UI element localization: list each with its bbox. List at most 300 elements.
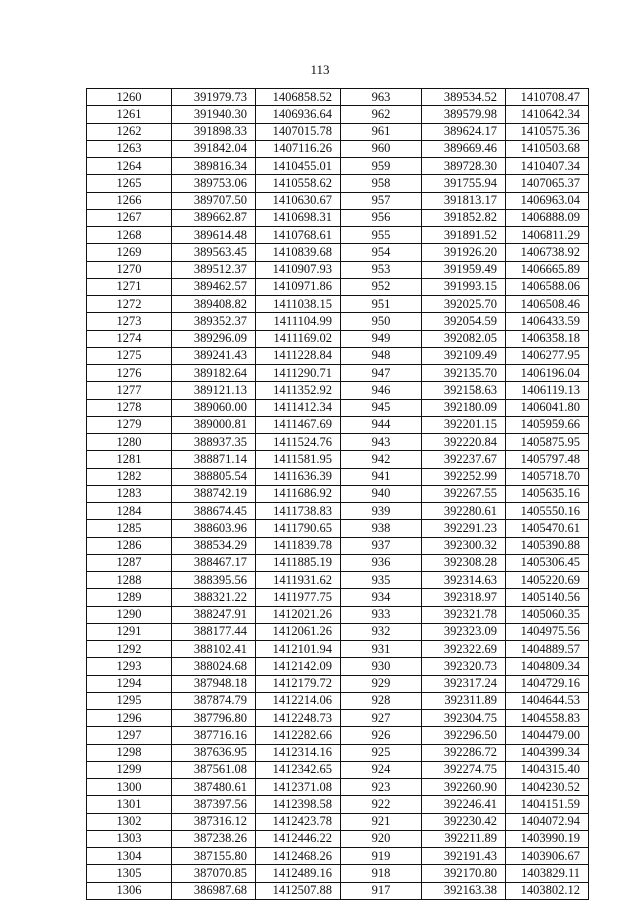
table-row	[87, 209, 589, 226]
y-coord-left-cell: 1412179.72	[256, 675, 341, 692]
x-coord-right-cell: 392321.78	[422, 606, 506, 623]
point-id-right-cell: 924	[341, 761, 422, 778]
y-coord-left-cell: 1411412.34	[256, 399, 341, 416]
x-coord-left-cell: 386987.68	[172, 882, 256, 899]
x-coord-right-cell: 392230.42	[422, 813, 506, 830]
point-id-right-cell: 957	[341, 192, 422, 209]
point-id-left-cell: 1280	[87, 434, 172, 451]
x-coord-left-cell: 391979.73	[172, 89, 256, 106]
x-coord-left-cell: 389060.00	[172, 399, 256, 416]
y-coord-left-cell: 1411885.19	[256, 554, 341, 571]
table-row	[87, 330, 589, 347]
x-coord-left-cell: 389182.64	[172, 365, 256, 382]
point-id-left-cell: 1294	[87, 675, 172, 692]
x-coord-left-cell: 387716.16	[172, 727, 256, 744]
x-coord-right-cell: 389534.52	[422, 89, 506, 106]
point-id-left-cell: 1263	[87, 140, 172, 157]
y-coord-right-cell: 1405959.66	[506, 416, 589, 433]
table-row	[87, 882, 589, 899]
y-coord-left-cell: 1411169.02	[256, 330, 341, 347]
point-id-left-cell: 1285	[87, 520, 172, 537]
x-coord-left-cell: 387480.61	[172, 779, 256, 796]
table-row	[87, 278, 589, 295]
point-id-left-cell: 1286	[87, 537, 172, 554]
point-id-right-cell: 953	[341, 261, 422, 278]
point-id-right-cell: 932	[341, 623, 422, 640]
point-id-left-cell: 1261	[87, 106, 172, 123]
table-row	[87, 296, 589, 313]
point-id-left-cell: 1297	[87, 727, 172, 744]
y-coord-left-cell: 1406858.52	[256, 89, 341, 106]
point-id-left-cell: 1274	[87, 330, 172, 347]
x-coord-right-cell: 392317.24	[422, 675, 506, 692]
table-row	[87, 382, 589, 399]
point-id-left-cell: 1272	[87, 296, 172, 313]
y-coord-right-cell: 1405550.16	[506, 503, 589, 520]
y-coord-left-cell: 1411839.78	[256, 537, 341, 554]
y-coord-right-cell: 1406041.80	[506, 399, 589, 416]
x-coord-right-cell: 392252.99	[422, 468, 506, 485]
point-id-right-cell: 938	[341, 520, 422, 537]
y-coord-left-cell: 1411038.15	[256, 296, 341, 313]
y-coord-right-cell: 1404975.56	[506, 623, 589, 640]
y-coord-right-cell: 1404644.53	[506, 692, 589, 709]
table-row	[87, 761, 589, 778]
y-coord-right-cell: 1406196.04	[506, 365, 589, 382]
point-id-left-cell: 1271	[87, 278, 172, 295]
y-coord-right-cell: 1406358.18	[506, 330, 589, 347]
point-id-left-cell: 1302	[87, 813, 172, 830]
x-coord-left-cell: 387636.95	[172, 744, 256, 761]
table-row	[87, 813, 589, 830]
x-coord-left-cell: 387316.12	[172, 813, 256, 830]
point-id-left-cell: 1275	[87, 347, 172, 364]
x-coord-right-cell: 392291.23	[422, 520, 506, 537]
table-row	[87, 399, 589, 416]
x-coord-right-cell: 392211.89	[422, 830, 506, 847]
x-coord-left-cell: 389408.82	[172, 296, 256, 313]
point-id-right-cell: 936	[341, 554, 422, 571]
x-coord-left-cell: 388603.96	[172, 520, 256, 537]
point-id-left-cell: 1262	[87, 123, 172, 140]
point-id-left-cell: 1304	[87, 848, 172, 865]
x-coord-left-cell: 389000.81	[172, 416, 256, 433]
table-row	[87, 537, 589, 554]
y-coord-right-cell: 1405306.45	[506, 554, 589, 571]
y-coord-left-cell: 1412142.09	[256, 658, 341, 675]
point-id-right-cell: 917	[341, 882, 422, 899]
point-id-right-cell: 945	[341, 399, 422, 416]
x-coord-right-cell: 392237.67	[422, 451, 506, 468]
x-coord-right-cell: 392300.32	[422, 537, 506, 554]
table-row	[87, 347, 589, 364]
table-row	[87, 261, 589, 278]
x-coord-left-cell: 387155.80	[172, 848, 256, 865]
table-row	[87, 140, 589, 157]
x-coord-left-cell: 388321.22	[172, 589, 256, 606]
table-row	[87, 192, 589, 209]
coordinates-table	[86, 88, 589, 900]
point-id-right-cell: 951	[341, 296, 422, 313]
y-coord-right-cell: 1403802.12	[506, 882, 589, 899]
table-row	[87, 589, 589, 606]
point-id-left-cell: 1266	[87, 192, 172, 209]
y-coord-right-cell: 1410575.36	[506, 123, 589, 140]
point-id-right-cell: 948	[341, 347, 422, 364]
y-coord-left-cell: 1412423.78	[256, 813, 341, 830]
table-row	[87, 244, 589, 261]
point-id-right-cell: 918	[341, 865, 422, 882]
x-coord-right-cell: 392322.69	[422, 641, 506, 658]
y-coord-right-cell: 1407065.37	[506, 175, 589, 192]
table-row	[87, 416, 589, 433]
x-coord-left-cell: 388937.35	[172, 434, 256, 451]
table-row	[87, 451, 589, 468]
x-coord-right-cell: 392220.84	[422, 434, 506, 451]
x-coord-right-cell: 389624.17	[422, 123, 506, 140]
x-coord-left-cell: 388805.54	[172, 468, 256, 485]
point-id-right-cell: 928	[341, 692, 422, 709]
point-id-left-cell: 1279	[87, 416, 172, 433]
point-id-left-cell: 1265	[87, 175, 172, 192]
point-id-right-cell: 955	[341, 227, 422, 244]
point-id-left-cell: 1267	[87, 209, 172, 226]
x-coord-left-cell: 388177.44	[172, 623, 256, 640]
x-coord-left-cell: 388871.14	[172, 451, 256, 468]
table-row	[87, 623, 589, 640]
table-row	[87, 692, 589, 709]
y-coord-left-cell: 1412398.58	[256, 796, 341, 813]
table-row	[87, 158, 589, 175]
point-id-left-cell: 1300	[87, 779, 172, 796]
y-coord-left-cell: 1410630.67	[256, 192, 341, 209]
point-id-left-cell: 1278	[87, 399, 172, 416]
x-coord-right-cell: 392267.55	[422, 485, 506, 502]
y-coord-right-cell: 1405140.56	[506, 589, 589, 606]
table-row	[87, 365, 589, 382]
y-coord-left-cell: 1412446.22	[256, 830, 341, 847]
point-id-right-cell: 921	[341, 813, 422, 830]
y-coord-left-cell: 1412282.66	[256, 727, 341, 744]
point-id-left-cell: 1281	[87, 451, 172, 468]
x-coord-right-cell: 389669.46	[422, 140, 506, 157]
y-coord-left-cell: 1412061.26	[256, 623, 341, 640]
table-row	[87, 830, 589, 847]
y-coord-right-cell: 1406508.46	[506, 296, 589, 313]
y-coord-left-cell: 1410768.61	[256, 227, 341, 244]
x-coord-right-cell: 391852.82	[422, 209, 506, 226]
y-coord-right-cell: 1405390.88	[506, 537, 589, 554]
x-coord-right-cell: 392163.38	[422, 882, 506, 899]
x-coord-left-cell: 387561.08	[172, 761, 256, 778]
x-coord-right-cell: 392314.63	[422, 572, 506, 589]
x-coord-right-cell: 391891.52	[422, 227, 506, 244]
table-row	[87, 641, 589, 658]
y-coord-right-cell: 1404072.94	[506, 813, 589, 830]
x-coord-left-cell: 388674.45	[172, 503, 256, 520]
y-coord-right-cell: 1406811.29	[506, 227, 589, 244]
point-id-left-cell: 1305	[87, 865, 172, 882]
y-coord-right-cell: 1404230.52	[506, 779, 589, 796]
x-coord-right-cell: 392170.80	[422, 865, 506, 882]
y-coord-left-cell: 1411790.65	[256, 520, 341, 537]
y-coord-right-cell: 1403990.19	[506, 830, 589, 847]
y-coord-right-cell: 1404399.34	[506, 744, 589, 761]
y-coord-right-cell: 1404558.83	[506, 710, 589, 727]
y-coord-left-cell: 1412371.08	[256, 779, 341, 796]
x-coord-right-cell: 392191.43	[422, 848, 506, 865]
x-coord-right-cell: 389728.30	[422, 158, 506, 175]
point-id-right-cell: 959	[341, 158, 422, 175]
table-row	[87, 744, 589, 761]
point-id-right-cell: 963	[341, 89, 422, 106]
y-coord-left-cell: 1412248.73	[256, 710, 341, 727]
table-row	[87, 727, 589, 744]
y-coord-right-cell: 1405797.48	[506, 451, 589, 468]
point-id-right-cell: 935	[341, 572, 422, 589]
y-coord-right-cell: 1410407.34	[506, 158, 589, 175]
point-id-right-cell: 931	[341, 641, 422, 658]
point-id-left-cell: 1295	[87, 692, 172, 709]
y-coord-right-cell: 1404809.34	[506, 658, 589, 675]
point-id-left-cell: 1287	[87, 554, 172, 571]
point-id-right-cell: 950	[341, 313, 422, 330]
x-coord-left-cell: 389462.57	[172, 278, 256, 295]
point-id-right-cell: 934	[341, 589, 422, 606]
y-coord-right-cell: 1410708.47	[506, 89, 589, 106]
y-coord-left-cell: 1412507.88	[256, 882, 341, 899]
x-coord-right-cell: 392109.49	[422, 347, 506, 364]
y-coord-left-cell: 1412489.16	[256, 865, 341, 882]
y-coord-right-cell: 1410642.34	[506, 106, 589, 123]
y-coord-left-cell: 1411228.84	[256, 347, 341, 364]
point-id-left-cell: 1298	[87, 744, 172, 761]
table-row	[87, 865, 589, 882]
y-coord-right-cell: 1405470.61	[506, 520, 589, 537]
y-coord-right-cell: 1404889.57	[506, 641, 589, 658]
point-id-right-cell: 919	[341, 848, 422, 865]
y-coord-left-cell: 1411581.95	[256, 451, 341, 468]
point-id-left-cell: 1269	[87, 244, 172, 261]
x-coord-left-cell: 389563.45	[172, 244, 256, 261]
point-id-left-cell: 1292	[87, 641, 172, 658]
point-id-right-cell: 920	[341, 830, 422, 847]
table-row	[87, 434, 589, 451]
x-coord-right-cell: 391813.17	[422, 192, 506, 209]
table-row	[87, 468, 589, 485]
x-coord-left-cell: 388395.56	[172, 572, 256, 589]
point-id-left-cell: 1288	[87, 572, 172, 589]
table-row	[87, 606, 589, 623]
x-coord-left-cell: 389512.37	[172, 261, 256, 278]
y-coord-right-cell: 1406277.95	[506, 347, 589, 364]
y-coord-right-cell: 1406963.04	[506, 192, 589, 209]
y-coord-right-cell: 1405875.95	[506, 434, 589, 451]
y-coord-right-cell: 1406433.59	[506, 313, 589, 330]
x-coord-left-cell: 389662.87	[172, 209, 256, 226]
y-coord-left-cell: 1407116.26	[256, 140, 341, 157]
table-row	[87, 313, 589, 330]
y-coord-right-cell: 1403829.11	[506, 865, 589, 882]
x-coord-left-cell: 387948.18	[172, 675, 256, 692]
x-coord-right-cell: 392180.09	[422, 399, 506, 416]
point-id-right-cell: 954	[341, 244, 422, 261]
y-coord-left-cell: 1411104.99	[256, 313, 341, 330]
x-coord-right-cell: 392323.09	[422, 623, 506, 640]
y-coord-left-cell: 1411931.62	[256, 572, 341, 589]
point-id-right-cell: 937	[341, 537, 422, 554]
x-coord-left-cell: 391842.04	[172, 140, 256, 157]
y-coord-left-cell: 1412468.26	[256, 848, 341, 865]
y-coord-left-cell: 1411467.69	[256, 416, 341, 433]
point-id-left-cell: 1299	[87, 761, 172, 778]
x-coord-right-cell: 392320.73	[422, 658, 506, 675]
x-coord-left-cell: 388742.19	[172, 485, 256, 502]
x-coord-right-cell: 391959.49	[422, 261, 506, 278]
x-coord-left-cell: 389707.50	[172, 192, 256, 209]
y-coord-left-cell: 1412101.94	[256, 641, 341, 658]
x-coord-left-cell: 389352.37	[172, 313, 256, 330]
x-coord-left-cell: 388467.17	[172, 554, 256, 571]
x-coord-right-cell: 392054.59	[422, 313, 506, 330]
y-coord-right-cell: 1405718.70	[506, 468, 589, 485]
table-row	[87, 675, 589, 692]
y-coord-right-cell: 1404151.59	[506, 796, 589, 813]
y-coord-left-cell: 1407015.78	[256, 123, 341, 140]
x-coord-right-cell: 392304.75	[422, 710, 506, 727]
x-coord-right-cell: 392082.05	[422, 330, 506, 347]
y-coord-right-cell: 1404729.16	[506, 675, 589, 692]
point-id-right-cell: 946	[341, 382, 422, 399]
y-coord-right-cell: 1405060.35	[506, 606, 589, 623]
y-coord-right-cell: 1404479.00	[506, 727, 589, 744]
y-coord-right-cell: 1405635.16	[506, 485, 589, 502]
point-id-right-cell: 956	[341, 209, 422, 226]
y-coord-right-cell: 1410503.68	[506, 140, 589, 157]
x-coord-right-cell: 392311.89	[422, 692, 506, 709]
x-coord-right-cell: 392260.90	[422, 779, 506, 796]
point-id-right-cell: 927	[341, 710, 422, 727]
table-row	[87, 520, 589, 537]
point-id-left-cell: 1301	[87, 796, 172, 813]
table-row	[87, 779, 589, 796]
y-coord-right-cell: 1404315.40	[506, 761, 589, 778]
table-row	[87, 658, 589, 675]
x-coord-left-cell: 387874.79	[172, 692, 256, 709]
x-coord-right-cell: 392201.15	[422, 416, 506, 433]
point-id-right-cell: 943	[341, 434, 422, 451]
point-id-right-cell: 926	[341, 727, 422, 744]
x-coord-right-cell: 392274.75	[422, 761, 506, 778]
table-row	[87, 89, 589, 106]
x-coord-right-cell: 392025.70	[422, 296, 506, 313]
y-coord-left-cell: 1411352.92	[256, 382, 341, 399]
point-id-right-cell: 929	[341, 675, 422, 692]
point-id-left-cell: 1276	[87, 365, 172, 382]
table-row	[87, 227, 589, 244]
point-id-left-cell: 1264	[87, 158, 172, 175]
y-coord-left-cell: 1410698.31	[256, 209, 341, 226]
x-coord-left-cell: 391898.33	[172, 123, 256, 140]
x-coord-right-cell: 391993.15	[422, 278, 506, 295]
table-row	[87, 710, 589, 727]
point-id-right-cell: 930	[341, 658, 422, 675]
point-id-left-cell: 1277	[87, 382, 172, 399]
table-row	[87, 796, 589, 813]
y-coord-left-cell: 1412021.26	[256, 606, 341, 623]
x-coord-left-cell: 387070.85	[172, 865, 256, 882]
y-coord-right-cell: 1405220.69	[506, 572, 589, 589]
point-id-left-cell: 1291	[87, 623, 172, 640]
point-id-right-cell: 939	[341, 503, 422, 520]
y-coord-left-cell: 1411686.92	[256, 485, 341, 502]
point-id-right-cell: 933	[341, 606, 422, 623]
point-id-right-cell: 958	[341, 175, 422, 192]
table-row	[87, 106, 589, 123]
x-coord-right-cell: 392286.72	[422, 744, 506, 761]
table-row	[87, 123, 589, 140]
table-row	[87, 848, 589, 865]
x-coord-right-cell: 389579.98	[422, 106, 506, 123]
x-coord-left-cell: 387397.56	[172, 796, 256, 813]
point-id-right-cell: 947	[341, 365, 422, 382]
point-id-right-cell: 922	[341, 796, 422, 813]
x-coord-right-cell: 392135.70	[422, 365, 506, 382]
point-id-left-cell: 1282	[87, 468, 172, 485]
point-id-right-cell: 925	[341, 744, 422, 761]
table-row	[87, 572, 589, 589]
y-coord-left-cell: 1411524.76	[256, 434, 341, 451]
point-id-left-cell: 1289	[87, 589, 172, 606]
y-coord-left-cell: 1411290.71	[256, 365, 341, 382]
y-coord-right-cell: 1406588.06	[506, 278, 589, 295]
x-coord-right-cell: 391755.94	[422, 175, 506, 192]
point-id-right-cell: 940	[341, 485, 422, 502]
point-id-left-cell: 1296	[87, 710, 172, 727]
y-coord-left-cell: 1406936.64	[256, 106, 341, 123]
table-row	[87, 503, 589, 520]
point-id-right-cell: 949	[341, 330, 422, 347]
page-number: 113	[310, 62, 330, 77]
point-id-left-cell: 1273	[87, 313, 172, 330]
y-coord-left-cell: 1411636.39	[256, 468, 341, 485]
y-coord-left-cell: 1411738.83	[256, 503, 341, 520]
y-coord-right-cell: 1406665.89	[506, 261, 589, 278]
y-coord-left-cell: 1412342.65	[256, 761, 341, 778]
x-coord-right-cell: 392246.41	[422, 796, 506, 813]
x-coord-left-cell: 388534.29	[172, 537, 256, 554]
x-coord-right-cell: 392318.97	[422, 589, 506, 606]
point-id-left-cell: 1270	[87, 261, 172, 278]
point-id-right-cell: 962	[341, 106, 422, 123]
y-coord-left-cell: 1412314.16	[256, 744, 341, 761]
y-coord-left-cell: 1410971.86	[256, 278, 341, 295]
x-coord-left-cell: 389241.43	[172, 347, 256, 364]
x-coord-left-cell: 389614.48	[172, 227, 256, 244]
y-coord-left-cell: 1410907.93	[256, 261, 341, 278]
x-coord-left-cell: 389816.34	[172, 158, 256, 175]
point-id-left-cell: 1306	[87, 882, 172, 899]
point-id-left-cell: 1293	[87, 658, 172, 675]
point-id-right-cell: 923	[341, 779, 422, 796]
point-id-right-cell: 944	[341, 416, 422, 433]
point-id-left-cell: 1303	[87, 830, 172, 847]
point-id-left-cell: 1284	[87, 503, 172, 520]
x-coord-left-cell: 389753.06	[172, 175, 256, 192]
x-coord-left-cell: 388102.41	[172, 641, 256, 658]
x-coord-left-cell: 388247.91	[172, 606, 256, 623]
x-coord-right-cell: 392280.61	[422, 503, 506, 520]
